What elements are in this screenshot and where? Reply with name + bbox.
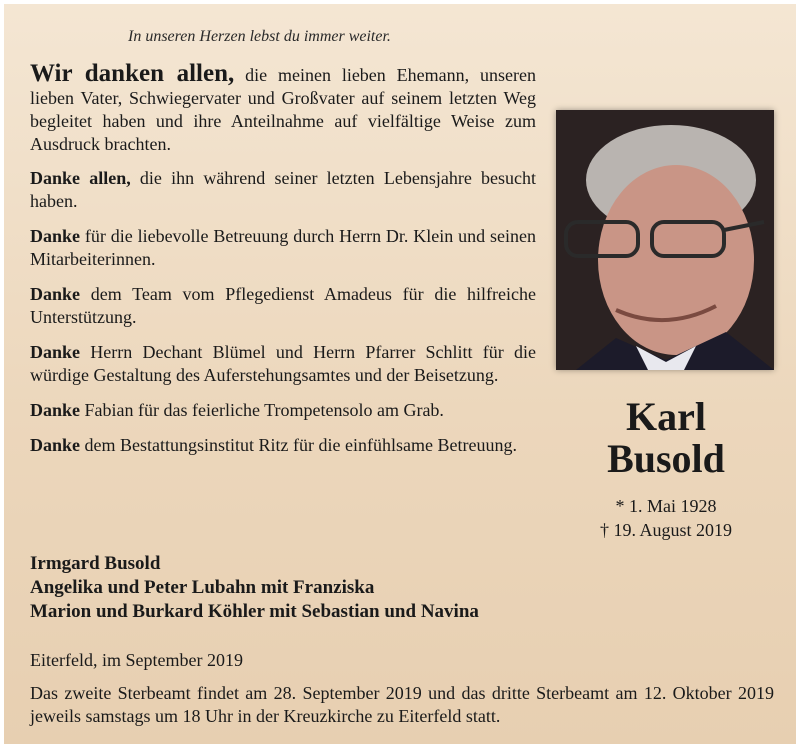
obituary-card bbox=[4, 4, 796, 744]
thanks-paragraph bbox=[30, 341, 536, 387]
life-dates bbox=[564, 494, 768, 542]
first-name: Karl bbox=[626, 394, 706, 439]
intro-lead: Wir danken allen, bbox=[30, 60, 235, 87]
birth-date: * 1. Mai 1928 bbox=[615, 496, 717, 516]
thanks-lead: Danke bbox=[30, 284, 81, 304]
thanks-paragraph bbox=[30, 434, 536, 457]
thanks-text: die ihn während seiner letzten Lebensjahre besucht haben. bbox=[30, 168, 536, 211]
thanks-column bbox=[30, 62, 536, 469]
thanks-lead: Danke allen, bbox=[30, 168, 131, 188]
thanks-lead: Danke bbox=[30, 435, 81, 455]
intro-text: die meinen lieben Ehemann, unseren lieben Vater, Schwiegervater und Großvater auf seinem letzten Weg begleitet haben und ihre Anteilnahme auf vielfältige Weise zum Ausdruck brachten. bbox=[30, 65, 536, 154]
signer: Irmgard Busold bbox=[30, 553, 161, 574]
thanks-text: dem Team vom Pflegedienst Amadeus für die hilfreiche Unterstützung. bbox=[30, 284, 536, 327]
thanks-text: für die liebevolle Betreuung durch Herrn Dr. Klein und seinen Mitarbeiterinnen. bbox=[30, 226, 536, 269]
thanks-paragraph bbox=[30, 225, 536, 271]
thanks-paragraph bbox=[30, 283, 536, 329]
signer: Angelika und Peter Lubahn mit Franziska bbox=[30, 577, 375, 598]
death-date: † 19. August 2019 bbox=[599, 520, 732, 540]
thanks-text: Herrn Dechant Blümel und Herrn Pfarrer Schlitt für die würdige Gestaltung des Auferstehungsamtes und der Beisetzung. bbox=[30, 342, 536, 385]
place-date: Eiterfeld, im September 2019 bbox=[30, 650, 243, 670]
portrait-photo bbox=[556, 110, 774, 370]
thanks-lead: Danke bbox=[30, 342, 81, 362]
closing-notice: Das zweite Sterbeamt findet am 28. September 2019 und das dritte Sterbeamt am 12. Oktober 2019 jeweils samstags um 18 Uhr in der Kreuzkirche zu Eiterfeld statt. bbox=[30, 683, 774, 726]
thanks-text: Fabian für das feierliche Trompetensolo am Grab. bbox=[80, 400, 444, 420]
last-name: Busold bbox=[607, 436, 725, 481]
portrait-illustration bbox=[556, 110, 774, 370]
motto: In unseren Herzen lebst du immer weiter. bbox=[128, 28, 391, 45]
signer: Marion und Burkard Köhler mit Sebastian und Navina bbox=[30, 601, 479, 622]
intro-paragraph bbox=[30, 62, 536, 156]
signers bbox=[30, 552, 479, 624]
thanks-text: dem Bestattungsinstitut Ritz für die einfühlsame Betreuung. bbox=[80, 435, 517, 455]
thanks-paragraph bbox=[30, 399, 536, 422]
thanks-lead: Danke bbox=[30, 400, 81, 420]
thanks-lead: Danke bbox=[30, 226, 81, 246]
deceased-block bbox=[564, 396, 768, 542]
thanks-paragraph bbox=[30, 167, 536, 213]
